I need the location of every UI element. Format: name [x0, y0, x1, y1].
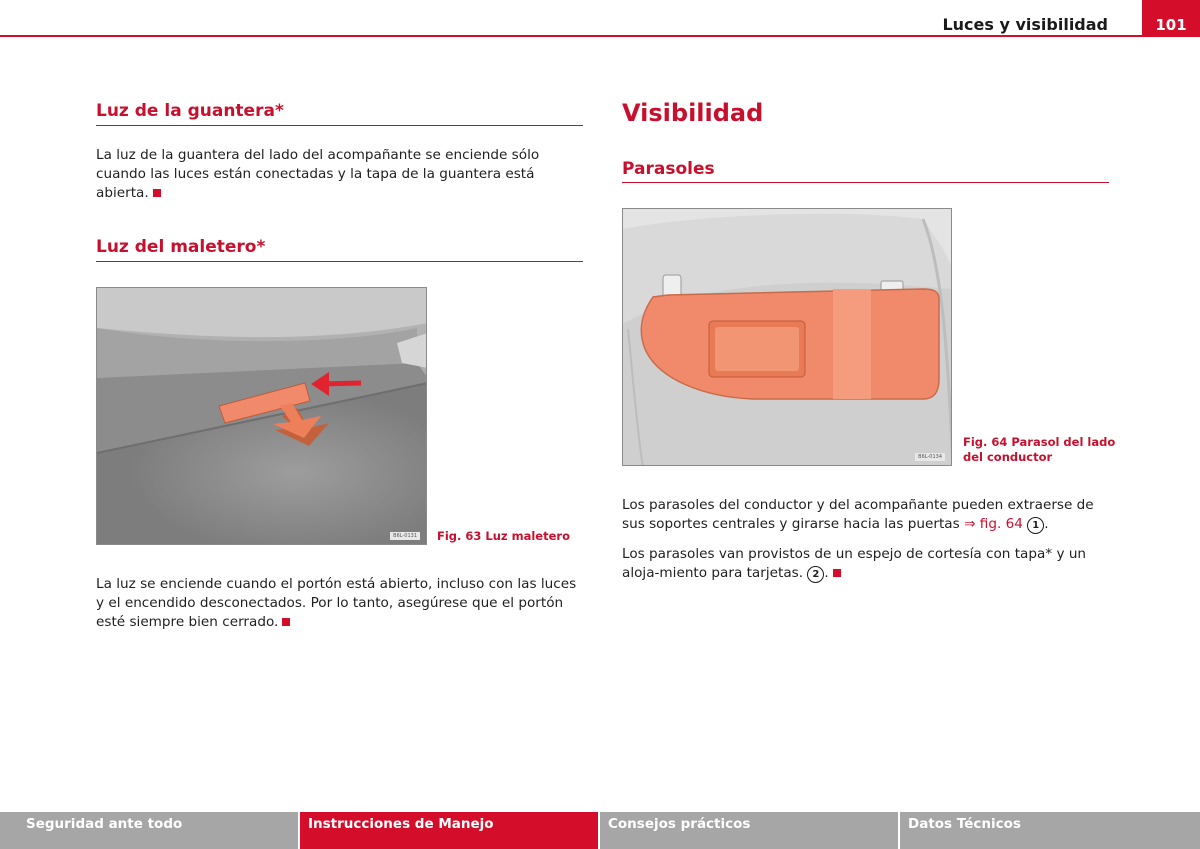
- caption-line: del conductor: [963, 450, 1053, 464]
- sunvisor-illustration-svg: [623, 209, 952, 466]
- figure-reference-link[interactable]: fig. 64: [979, 516, 1023, 532]
- callout-number: 2: [807, 566, 824, 583]
- section-rule: [96, 125, 583, 126]
- chapter-title-visibility: Visibilidad: [622, 99, 764, 127]
- footer-tab-operating-instructions[interactable]: Instrucciones de Manejo: [300, 812, 598, 849]
- callout-number: 1: [1027, 517, 1044, 534]
- figure-63-caption: Fig. 63 Luz maletero: [437, 529, 570, 543]
- end-of-section-marker: [153, 189, 161, 197]
- section-rule: [96, 261, 583, 262]
- figure-code: B6L-0131: [390, 532, 420, 540]
- caption-line: Fig. 64 Parasol del lado: [963, 435, 1116, 449]
- cross-reference-arrow: ⇒: [964, 516, 976, 532]
- section-rule: [622, 182, 1109, 183]
- trunk-illustration-svg: [97, 288, 427, 545]
- figure-code: B6L-0134: [915, 453, 945, 461]
- footer-tab-practical-tips[interactable]: Consejos prácticos: [600, 812, 898, 849]
- figure-64-caption: [963, 435, 1115, 465]
- section-heading-sunvisors: Parasoles: [622, 159, 715, 179]
- sunvisor-paragraph-1: Los parasoles del conductor y del acompañante pueden extraerse de sus soportes centrales y girarse hacia las puertas ⇒ fig. 64 1 .: [622, 497, 1094, 532]
- end-of-section-marker: [833, 569, 841, 577]
- section-heading-glovebox-light: Luz de la guantera*: [96, 101, 284, 121]
- sunvisor-illustration: [622, 208, 952, 466]
- trunk-light-illustration: [96, 287, 427, 545]
- header-rule: [0, 35, 1200, 37]
- trunk-light-paragraph: La luz se enciende cuando el portón está abierto, incluso con las luces y el encendido desconectados. Por lo tanto, asegúrese que el portón esté siempre bien cerrado.: [96, 576, 577, 630]
- section-heading-trunk-light: Luz del maletero*: [96, 237, 266, 257]
- glovebox-paragraph: La luz de la guantera del lado del acompañante se enciende sólo cuando las luces están conectadas y la tapa de la guantera está abierta.: [96, 147, 540, 201]
- end-of-section-marker: [282, 618, 290, 626]
- running-header-title: Luces y visibilidad: [942, 15, 1108, 34]
- page-number: 101: [1142, 0, 1200, 37]
- footer-tab-safety[interactable]: Seguridad ante todo: [0, 812, 298, 849]
- sunvisor-paragraph-2: Los parasoles van provistos de un espejo de cortesía con tapa* y un aloja-miento para tarjetas. 2 .: [622, 546, 1087, 581]
- footer-tab-technical-data[interactable]: Datos Técnicos: [900, 812, 1200, 849]
